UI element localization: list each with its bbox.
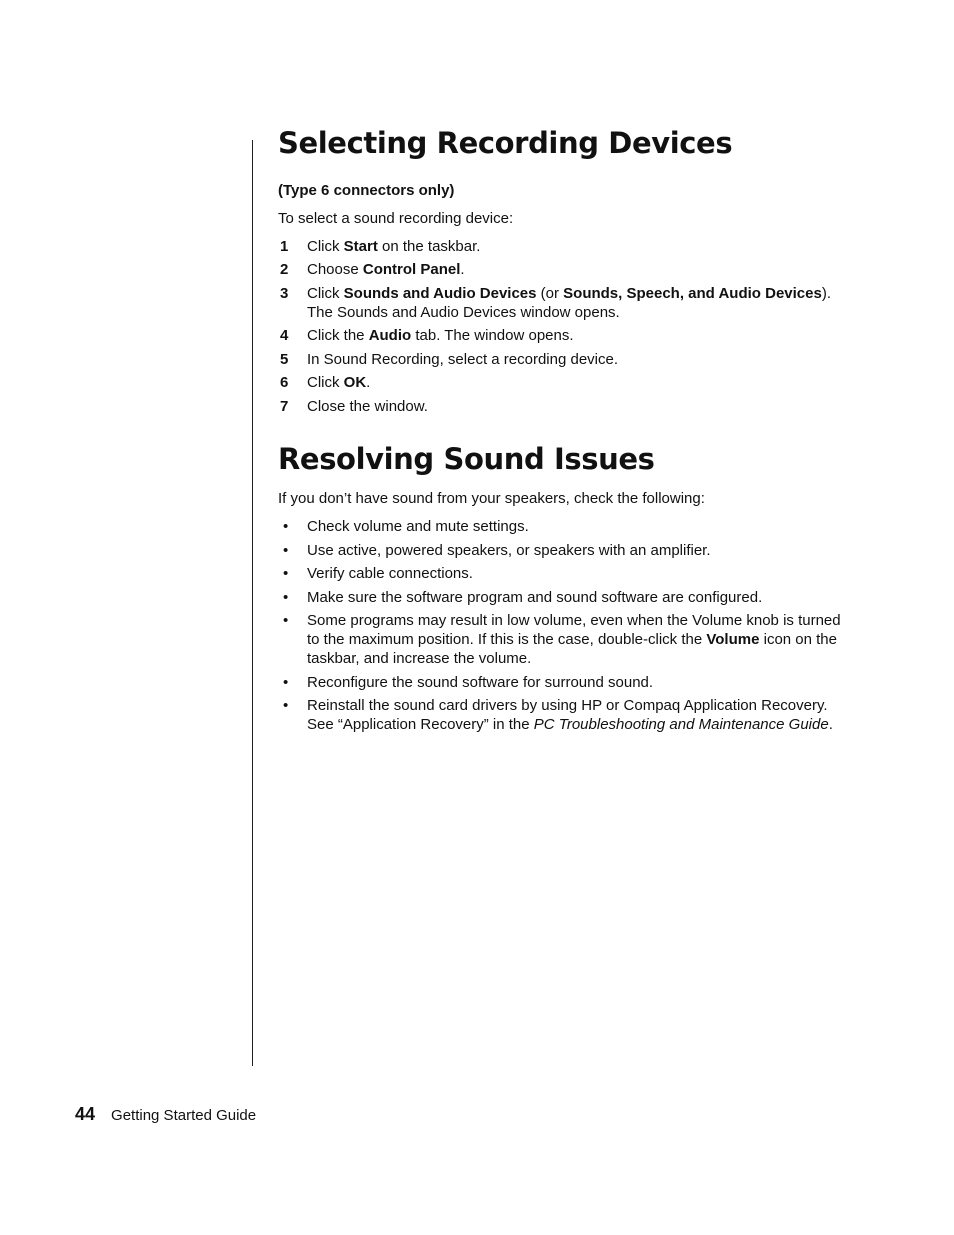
step-number: 3 [280, 284, 289, 302]
bold-text: Volume [706, 631, 760, 649]
step-number: 1 [280, 237, 289, 255]
step-item [278, 326, 844, 345]
text-run: (or [536, 284, 564, 302]
list-item [278, 696, 844, 734]
text-run: Verify cable connections. [307, 565, 473, 583]
bullet-icon: • [283, 565, 289, 583]
bullet-icon: • [283, 673, 289, 691]
text-run: ). The Sounds and Audio Devices window opens. [307, 284, 831, 321]
connector-note: (Type 6 connectors only) [278, 181, 455, 199]
text-run: Some programs may result in low volume, even when the Volume knob is turned to the maximum position. If this is the case, double-click the [307, 612, 841, 649]
section-title-recording: Selecting Recording Devices [278, 126, 733, 160]
bold-text: OK [343, 374, 367, 392]
bold-text: Audio [368, 327, 412, 345]
step-item [278, 350, 844, 369]
list-item [278, 541, 844, 560]
step-number: 6 [280, 374, 289, 392]
bullet-icon: • [283, 541, 289, 559]
text-run: . [828, 716, 833, 734]
text-run: Check volume and mute settings. [307, 518, 529, 536]
margin-rule [252, 140, 253, 1066]
list-item [278, 588, 844, 607]
text-run: . [460, 261, 465, 279]
bold-text: Start [343, 237, 378, 255]
step-number: 7 [280, 397, 289, 415]
text-run: Click [307, 284, 344, 302]
bullet-icon: • [283, 518, 289, 536]
step-item [278, 237, 844, 256]
text-run: Reconfigure the sound software for surround sound. [307, 673, 654, 691]
text-run: . [366, 374, 371, 392]
section-title-sound-issues: Resolving Sound Issues [278, 441, 655, 476]
text-run: on the taskbar. [377, 237, 481, 255]
bullet-icon: • [283, 697, 289, 715]
page-content [278, 126, 844, 739]
text-run: Choose [307, 261, 363, 279]
step-number: 2 [280, 261, 289, 279]
bold-text: Sounds and Audio Devices [343, 284, 537, 302]
list-item [278, 564, 844, 583]
text-run: Use active, powered speakers, or speakers with an amplifier. [307, 541, 711, 559]
bullet-icon: • [283, 612, 289, 630]
text-run: tab. The window opens. [411, 327, 574, 345]
text-run: Click [307, 374, 344, 392]
list-item [278, 673, 844, 692]
bold-text: Control Panel [362, 261, 461, 279]
step-item [278, 260, 844, 279]
text-run: Reinstall the sound card drivers by using HP or Compaq Application Recovery. See “Application Recovery” in the [307, 697, 828, 734]
list-item [278, 611, 844, 668]
page-number: 44 [75, 1104, 96, 1124]
bullet-icon: • [283, 588, 289, 606]
recording-intro: To select a sound recording device: [278, 210, 514, 228]
step-number: 4 [280, 327, 289, 345]
text-run: Make sure the software program and sound software are configured. [307, 588, 763, 606]
document-title: Getting Started Guide [111, 1107, 257, 1124]
step-item [278, 373, 844, 392]
step-item [278, 284, 844, 322]
list-item [278, 517, 844, 536]
text-run: Click the [307, 327, 369, 345]
bold-text: Sounds, Speech, and Audio Devices [563, 284, 822, 302]
text-run: icon on the taskbar, and increase the volume. [307, 631, 837, 668]
italic-text: PC Troubleshooting and Maintenance Guide [533, 716, 829, 734]
step-number: 5 [280, 350, 289, 368]
text-run: Close the window. [307, 397, 428, 415]
text-run: Click [307, 237, 344, 255]
text-run: In Sound Recording, select a recording device. [307, 350, 619, 368]
sound-issues-list [278, 517, 844, 734]
sound-issues-intro: If you don’t have sound from your speakers, check the following: [278, 489, 705, 507]
recording-steps-list [278, 237, 844, 416]
page-footer [75, 1104, 256, 1126]
step-item [278, 397, 844, 416]
